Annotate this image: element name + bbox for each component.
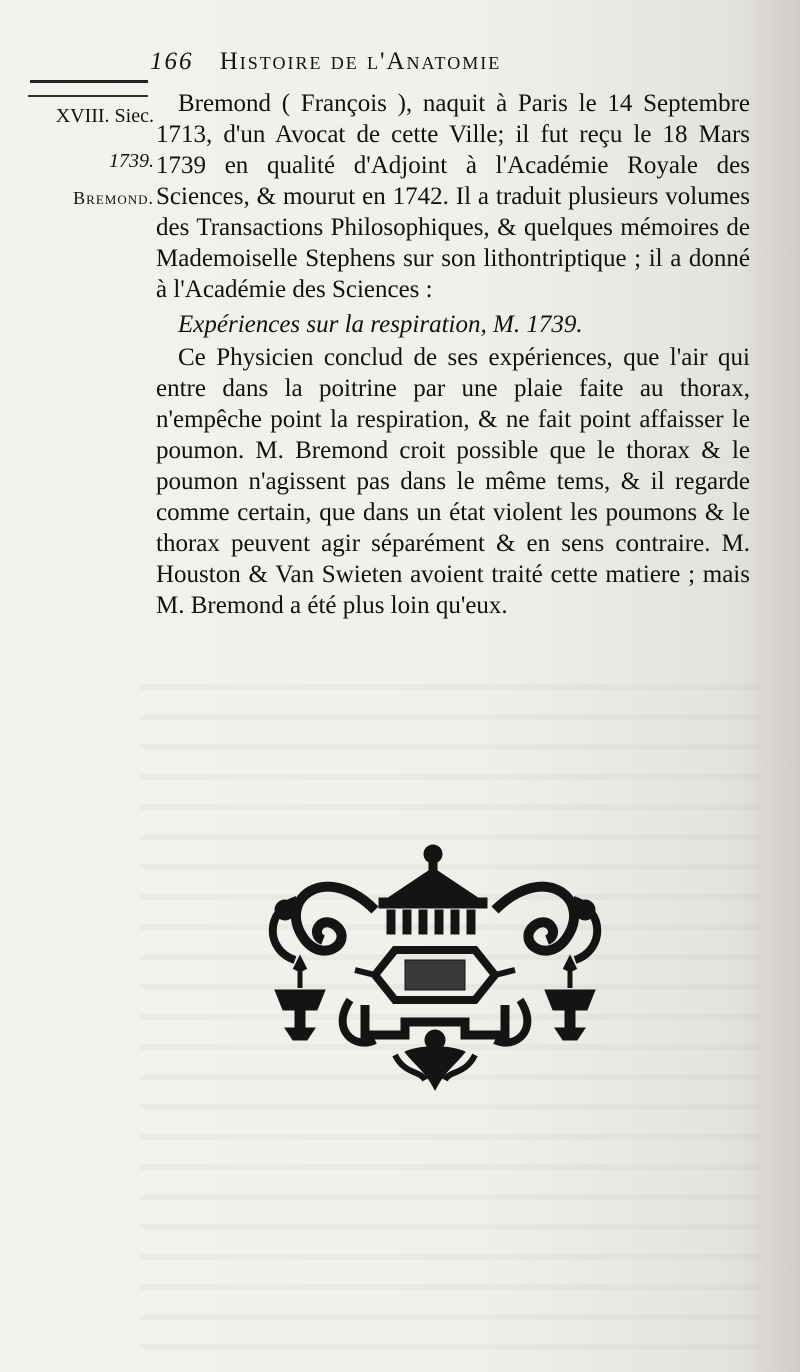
margin-note-name: Bremond. [73,188,154,208]
biography-paragraph: Bremond ( François ), naquit à Paris le 14 Septembre 1713, d'un Avocat de cette Ville; il fut reçu le 18 Mars 1739 en qualité d'Adjoint à l'Académie Royale des Sciences, & mourut en 1742. Il a traduit plusieurs volumes des Transactions Philosophiques, & quelques mémoires de Mademoiselle Stephens sur son lithontriptique ; il a donné à l'Académie des Sciences : [156,90,750,303]
margin-note-century: XVIII. Siec. [55,105,154,127]
margin-rule-second [28,95,148,97]
main-text [156,88,750,621]
summary-paragraph: Ce Physicien conclud de ses expériences, que l'air qui entre dans la poitrine par une plaie faite au thorax, n'empêche point la respiration, & ne fait point affaisser le poumon. M. Bremond croit possible que le thorax & le poumon n'agissent pas dans le même tems, & il regarde comme certain, que dans un état violent les poumons & le thorax peuvent agir séparément & en sens contraire. M. Houston & Van Swieten avoient traité cette matiere ; mais M. Bremond a été plus loin qu'eux. [156,344,750,619]
page-number: 166 [150,48,194,75]
work-title: Expériences sur la respiration, M. 1739. [178,311,583,338]
margin-note-year: 1739. [109,150,154,172]
running-title: Histoire de l'Anatomie [219,48,502,75]
printer-ornament-icon [255,840,615,1100]
margin-rule [30,80,148,83]
running-header [150,48,670,76]
